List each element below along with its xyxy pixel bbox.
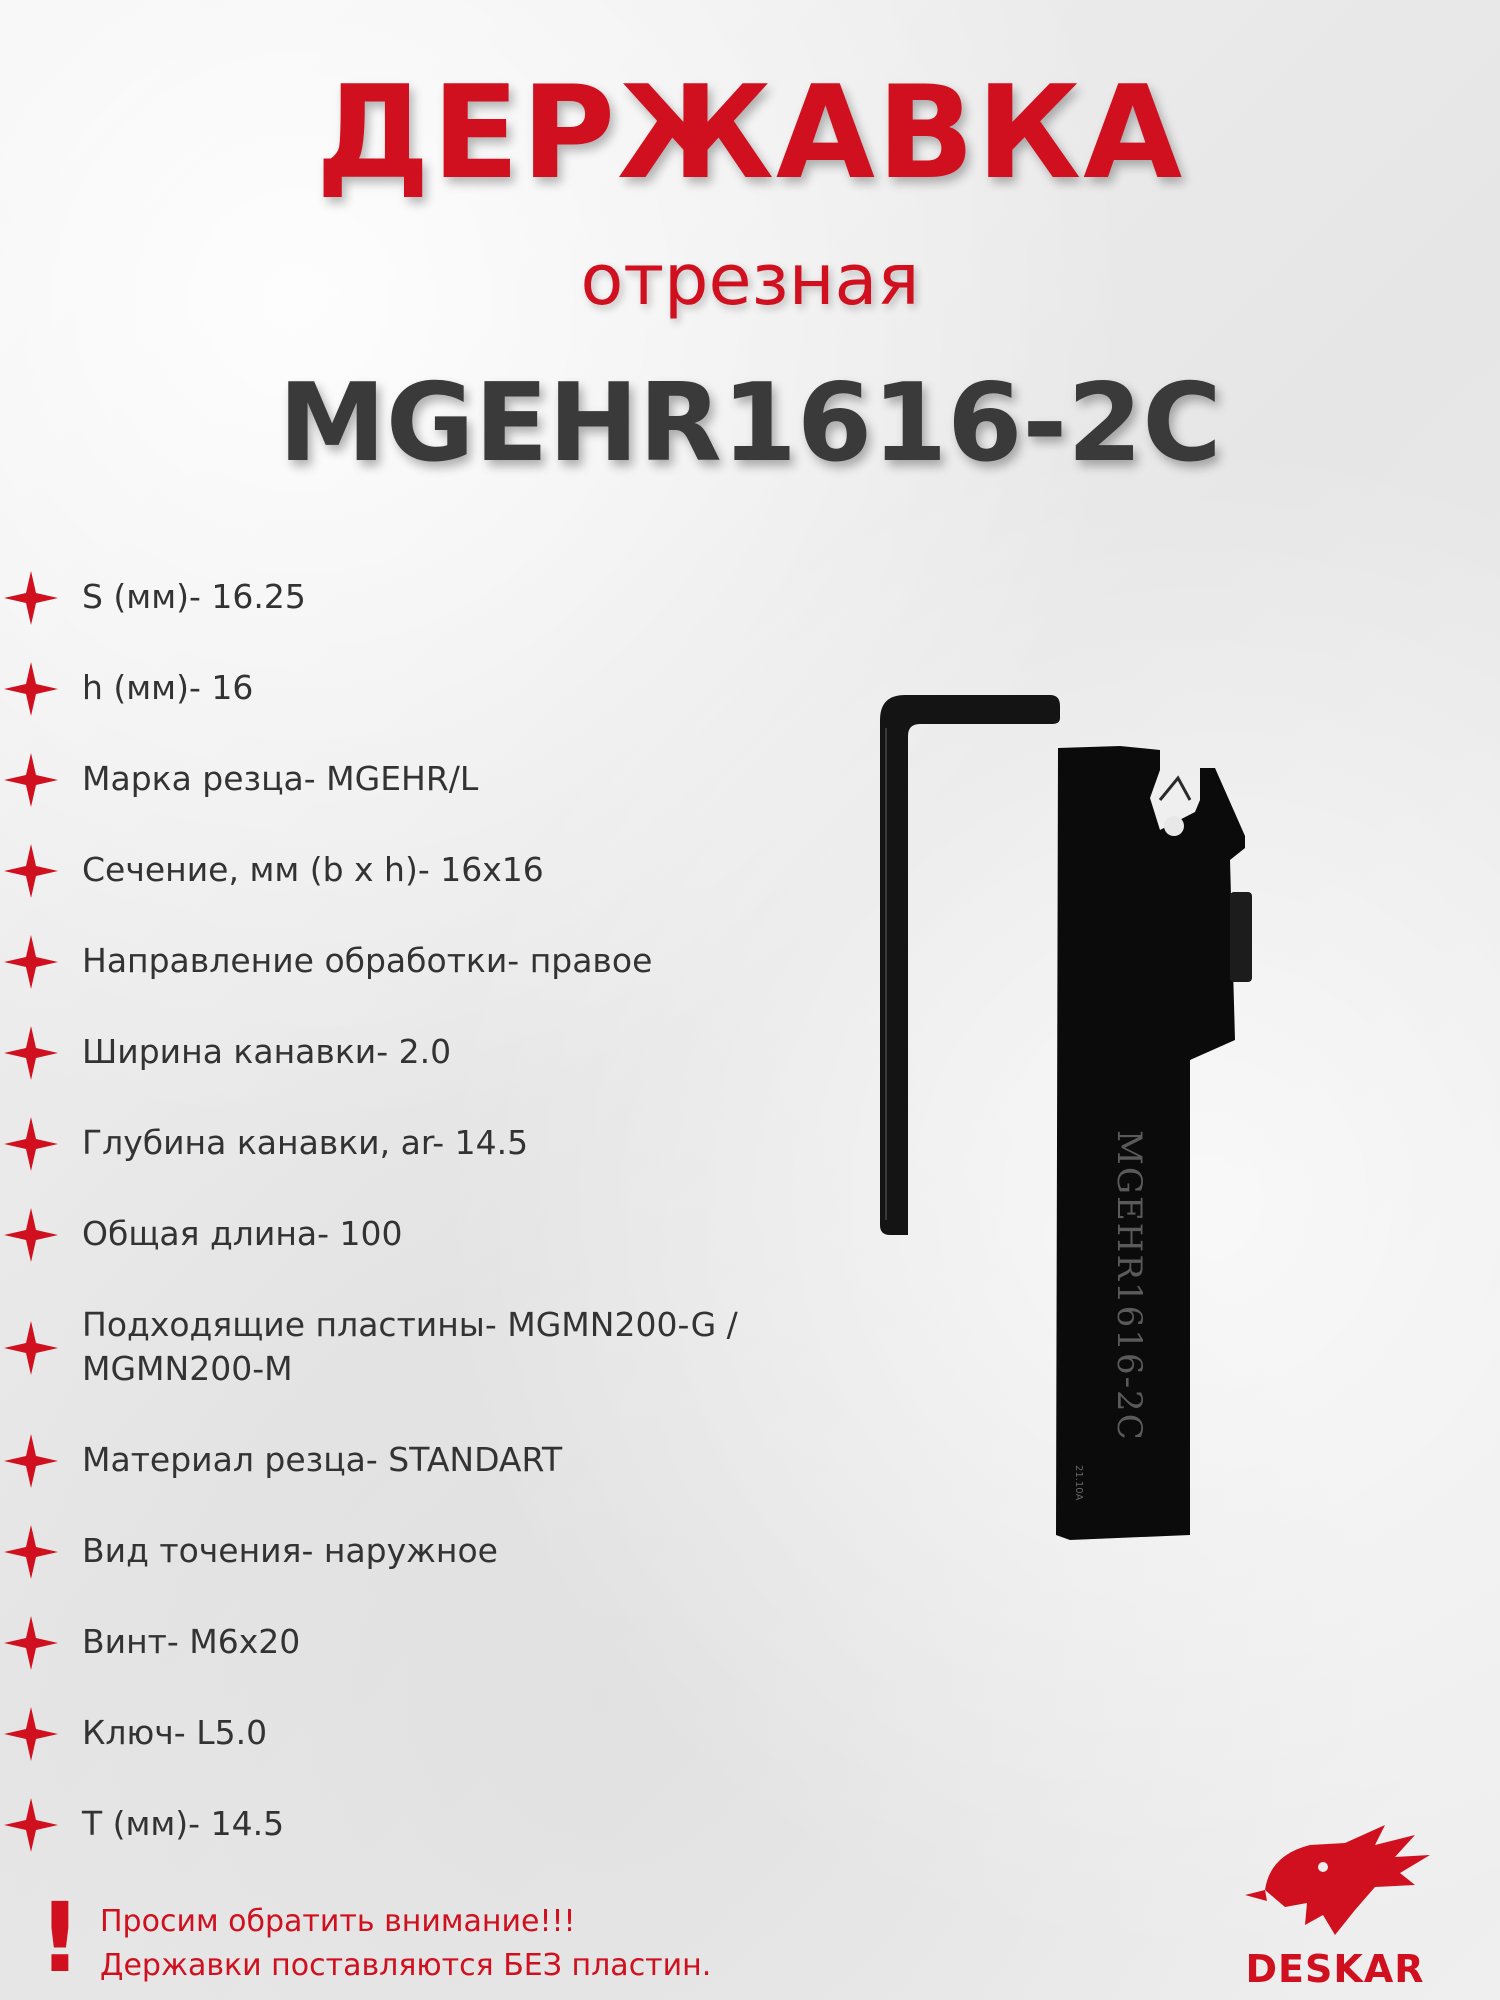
spec-text: Ключ- L5.0 [82, 1713, 268, 1752]
spec-text: Винт- M6x20 [82, 1622, 301, 1661]
star-bullet-icon [0, 1113, 62, 1175]
star-bullet-icon [0, 1317, 62, 1379]
eagle-logo-icon [1225, 1815, 1445, 1945]
spec-text: Сечение, мм (b x h)- 16x16 [82, 850, 544, 889]
spec-text: T (мм)- 14.5 [82, 1804, 285, 1843]
spec-text: Материал резца- STANDART [82, 1440, 563, 1479]
engraving-text: MGEHR1616-2C [1109, 1130, 1149, 1442]
spec-item [0, 1711, 760, 1765]
star-bullet-icon [0, 567, 62, 629]
star-bullet-icon [0, 1703, 62, 1765]
model-number: MGEHR1616-2C [278, 361, 1222, 486]
spec-text: Глубина канавки, ar- 14.5 [82, 1123, 529, 1162]
page-title: ДЕРЖАВКА [315, 59, 1185, 208]
spec-item [0, 1620, 760, 1674]
spec-text: Марка резца- MGEHR/L [82, 759, 479, 798]
spec-text: Ширина канавки- 2.0 [82, 1032, 452, 1071]
spec-text: S (мм)- 16.25 [82, 577, 306, 616]
hex-key-icon [880, 695, 1060, 1235]
star-bullet-icon [0, 931, 62, 993]
spec-item [0, 666, 760, 720]
spec-item [0, 1212, 760, 1266]
star-bullet-icon [0, 1204, 62, 1266]
star-bullet-icon [0, 1022, 62, 1084]
spec-item [0, 1303, 760, 1391]
brand-name: DESKAR [1245, 1947, 1425, 1991]
notice-line-1: Просим обратить внимание!!! [100, 1904, 576, 1939]
engraving-small-text: 21.10A [1073, 1465, 1084, 1501]
spec-item [0, 1121, 760, 1175]
spec-text: Вид точения- наружное [82, 1531, 498, 1570]
spec-item [0, 757, 760, 811]
spec-text: Общая длина- 100 [82, 1214, 403, 1253]
star-bullet-icon [0, 1521, 62, 1583]
star-bullet-icon [0, 840, 62, 902]
spec-item [0, 1438, 760, 1492]
spec-item [0, 1030, 760, 1084]
notice-line-2: Державки поставляются БЕЗ пластин. [100, 1948, 712, 1983]
spec-text: h (мм)- 16 [82, 668, 254, 707]
star-bullet-icon [0, 1794, 62, 1856]
page-subtitle: отрезная [580, 239, 920, 321]
tool-holder-body [1056, 746, 1252, 1540]
star-bullet-icon [0, 1430, 62, 1492]
spec-text: Направление обработки- правое [82, 941, 653, 980]
spec-item [0, 1529, 760, 1583]
spec-item [0, 575, 760, 629]
spec-text: Подходящие пластины- MGMN200-G / MGMN200-M [82, 1305, 738, 1388]
product-photo [860, 680, 1300, 1560]
star-bullet-icon [0, 658, 62, 720]
spec-item [0, 939, 760, 993]
notice-text [100, 1900, 711, 1988]
spec-item [0, 848, 760, 902]
spec-item [0, 1802, 760, 1856]
tool-holder-illustration [860, 680, 1300, 1560]
exclamation-icon: ! [38, 1882, 82, 1994]
star-bullet-icon [0, 1612, 62, 1674]
brand-logo [1225, 1815, 1445, 1995]
star-bullet-icon [0, 749, 62, 811]
